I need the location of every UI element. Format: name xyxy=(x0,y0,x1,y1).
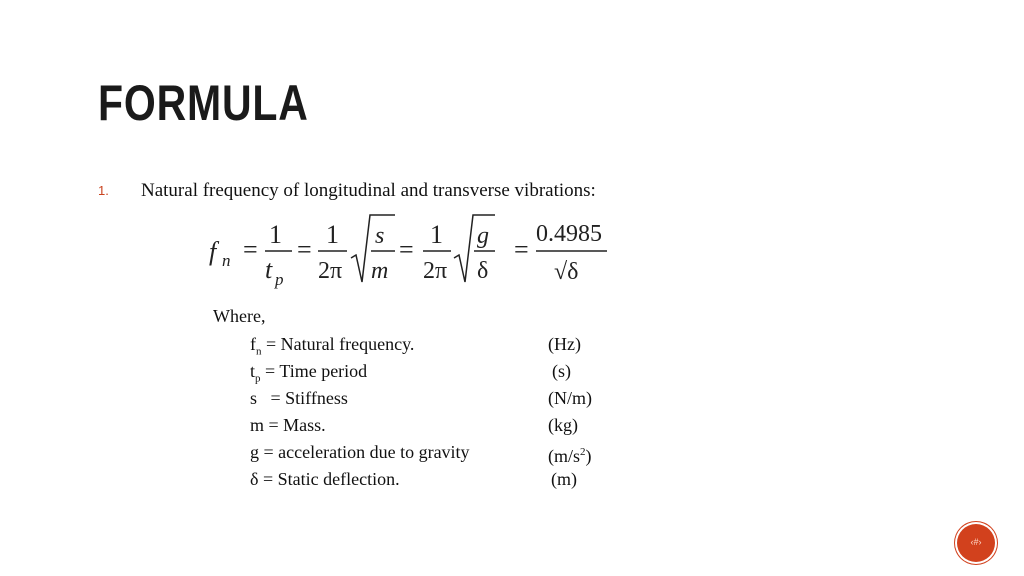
formula-sqrt-delta: √δ xyxy=(554,259,579,285)
definition-description: = Time period xyxy=(260,361,368,381)
definition-symbol-subscript: p xyxy=(255,372,261,385)
definition-description: = Stiffness xyxy=(257,388,348,408)
formula-delta: δ xyxy=(477,258,489,284)
definition-text xyxy=(250,412,326,439)
formula-eq-3: = xyxy=(399,235,414,264)
definition-description: = acceleration due to gravity xyxy=(259,442,470,462)
unit-text: (m/s xyxy=(548,446,581,466)
unit-superscript: 2 xyxy=(580,446,586,458)
formula-one-1: 1 xyxy=(269,220,282,249)
list-number: 1. xyxy=(98,183,109,198)
definition-unit xyxy=(552,358,571,385)
formula-eq-1: = xyxy=(243,235,258,264)
definition-description: = Mass. xyxy=(264,415,326,435)
definition-text xyxy=(250,466,400,493)
formula-fn: f xyxy=(209,237,217,266)
natural-frequency-formula xyxy=(205,212,615,292)
unit-text: (N/m) xyxy=(548,388,592,408)
definition-symbol-subscript: n xyxy=(256,345,262,358)
definition-unit xyxy=(548,385,592,412)
formula-tp: t xyxy=(265,255,273,284)
formula-two-pi-2: 2π xyxy=(423,258,448,284)
definition-unit xyxy=(548,412,578,439)
definition-description: = Natural frequency. xyxy=(261,334,415,354)
formula-two-pi-1: 2π xyxy=(318,258,343,284)
formula-eq-2: = xyxy=(297,235,312,264)
formula-fn-sub: n xyxy=(222,251,231,270)
formula-s: s xyxy=(375,223,385,249)
definition-text xyxy=(250,439,470,466)
definition-symbol: s xyxy=(250,388,258,408)
unit-close: ) xyxy=(585,446,592,466)
unit-text: (m) xyxy=(551,469,577,489)
definition-symbol: m xyxy=(250,415,265,435)
definition-symbol: δ xyxy=(250,469,259,489)
formula-eq-4: = xyxy=(514,235,529,264)
definition-text xyxy=(250,385,348,412)
definition-symbol: g xyxy=(250,442,259,462)
page-number: ‹#› xyxy=(970,537,982,547)
page-number-badge xyxy=(957,524,995,562)
formula-tp-sub: p xyxy=(275,270,284,289)
definition-symbol: f xyxy=(250,334,256,354)
unit-text: (Hz) xyxy=(548,334,581,354)
definition-description: = Static deflection. xyxy=(258,469,400,489)
formula-m: m xyxy=(371,258,389,284)
formula-constant: 0.4985 xyxy=(536,221,602,247)
where-label: Where, xyxy=(213,306,266,326)
formula-one-2: 1 xyxy=(326,220,339,249)
unit-text: (kg) xyxy=(548,415,578,435)
list-item-text: Natural frequency of longitudinal and transverse vibrations: xyxy=(141,180,596,201)
definition-unit xyxy=(548,331,581,358)
formula-g: g xyxy=(477,223,489,249)
unit-text: (s) xyxy=(552,361,571,381)
definition-unit xyxy=(551,466,577,493)
formula-one-3: 1 xyxy=(430,220,443,249)
definition-symbol: t xyxy=(250,361,256,381)
slide-title: FORMULA xyxy=(98,75,309,131)
